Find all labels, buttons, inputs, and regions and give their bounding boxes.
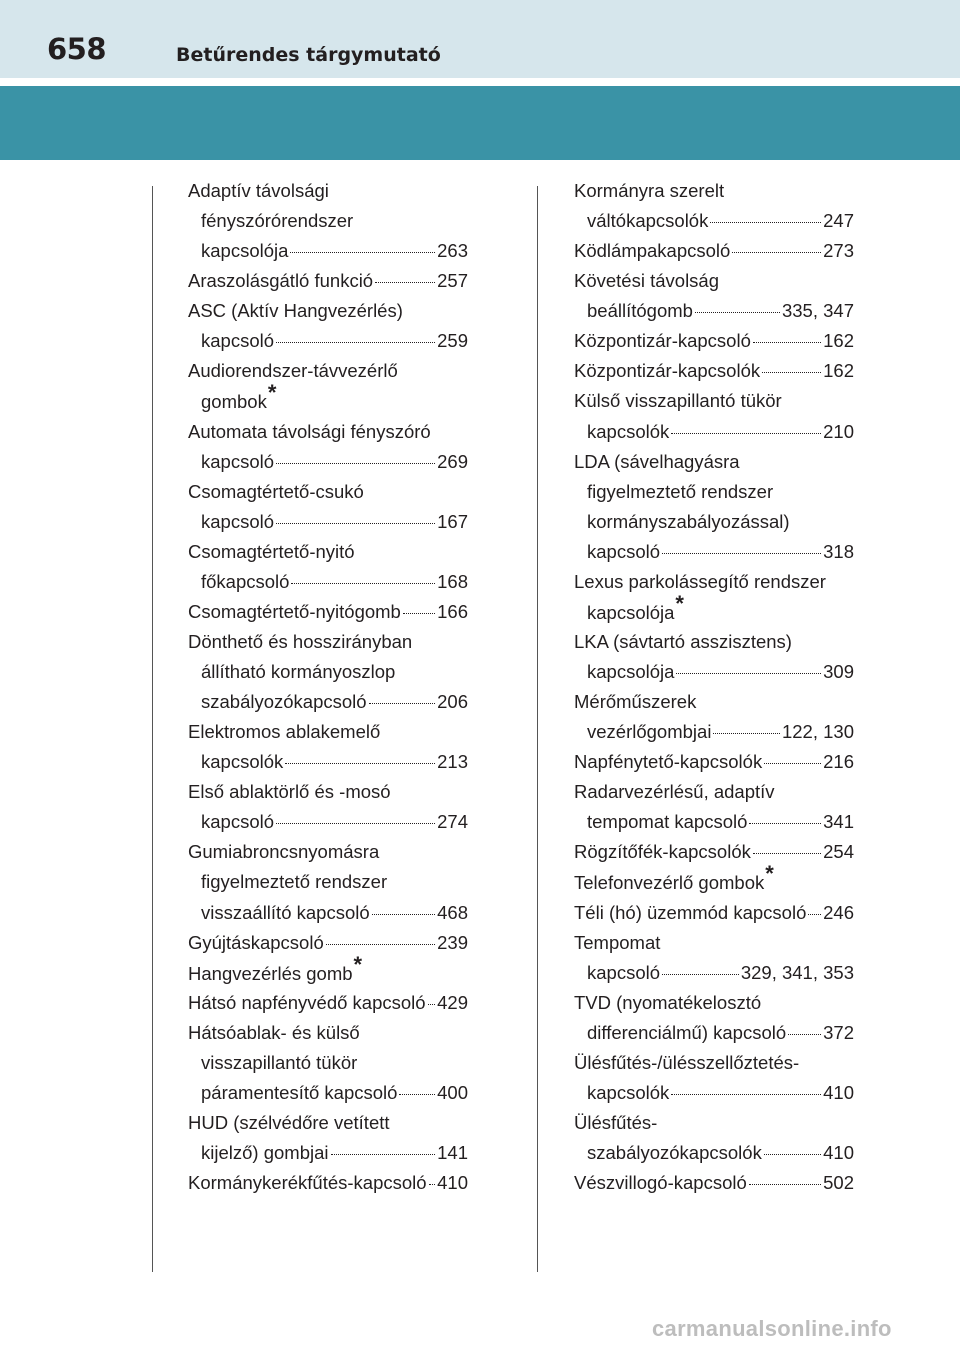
index-entry-line	[188, 206, 468, 236]
index-page-reference: 468	[437, 901, 468, 923]
index-entry-text: Audiorendszer-távvezérlő	[188, 360, 398, 382]
index-entry-line	[574, 1138, 854, 1168]
index-page-reference: 429	[437, 991, 468, 1013]
index-entry-line	[574, 206, 854, 236]
index-entry-line	[188, 657, 468, 687]
index-entry-line	[574, 356, 854, 386]
index-page-reference: 502	[823, 1172, 854, 1194]
index-entry-line	[574, 898, 854, 928]
index-page-reference: 329, 341, 353	[740, 961, 854, 983]
index-entry-line	[574, 417, 854, 447]
index-entry-line	[574, 717, 854, 747]
index-entry-line	[188, 867, 468, 897]
dot-leader	[276, 523, 435, 524]
asterisk-note-icon: *	[765, 861, 774, 887]
index-entry-text: Lexus parkolássegítő rendszer	[574, 570, 826, 592]
index-column-right	[574, 176, 854, 1198]
index-entry-text: Hátsóablak- és külső	[188, 1021, 360, 1043]
index-entry-text: kapcsoló	[201, 330, 275, 352]
index-page-reference: 309	[823, 661, 854, 682]
index-entry-text: LKA (sávtartó asszisztens)	[574, 630, 792, 652]
dot-leader	[676, 673, 821, 674]
index-entry-line	[188, 507, 468, 537]
index-entry-text: Kormánykerékfűtés-kapcsoló	[188, 1172, 427, 1194]
dot-leader	[713, 733, 780, 734]
index-entry-line	[574, 326, 854, 356]
dot-leader	[671, 433, 821, 434]
index-entry-text: visszapillantó tükör	[201, 1051, 358, 1073]
index-page-reference: 257	[437, 270, 468, 292]
index-entry-line	[574, 236, 854, 266]
index-page-reference: 410	[437, 1172, 468, 1194]
index-entry-line	[188, 777, 468, 807]
index-entry-line	[188, 567, 468, 597]
index-entry-text: Ülésfűtés-	[574, 1111, 658, 1133]
index-entry-text: váltókapcsolók	[587, 210, 709, 232]
index-entry-line	[574, 507, 854, 537]
index-entry-line	[188, 380, 468, 416]
index-entry-text: Araszolásgátló funkció	[188, 270, 374, 292]
index-entry-line	[574, 807, 854, 837]
index-page-reference: 247	[823, 210, 854, 232]
index-page-reference: 254	[823, 841, 854, 863]
index-entry-line	[574, 477, 854, 507]
index-entry-line	[188, 627, 468, 657]
index-entry-text: kapcsoló	[201, 811, 275, 833]
index-entry-text: HUD (szélvédőre vetített	[188, 1111, 390, 1133]
index-entry-line	[188, 717, 468, 747]
index-entry-line	[574, 1048, 854, 1078]
dot-leader	[276, 342, 435, 343]
index-entry-line	[188, 928, 468, 958]
left-column-rule	[152, 186, 153, 1272]
index-entry-text: visszaállító kapcsoló	[201, 901, 370, 923]
index-entry-line	[188, 1048, 468, 1078]
index-entry-line	[574, 447, 854, 477]
index-entry-text: Gumiabroncsnyomásra	[188, 841, 380, 863]
index-page-reference: 210	[823, 420, 854, 442]
dot-leader	[331, 1154, 436, 1155]
index-entry-line	[574, 687, 854, 717]
index-entry-text: kapcsoló	[587, 961, 661, 983]
index-page-reference: 274	[437, 811, 468, 833]
index-entry-line	[574, 590, 854, 627]
index-entry-text: Csomagtértető-nyitógomb	[188, 600, 401, 622]
index-entry-line	[188, 1078, 468, 1108]
header-color-band	[0, 86, 960, 160]
index-entry-text: Követési távolság	[574, 270, 720, 292]
index-page-reference: 239	[437, 931, 468, 953]
index-entry-line	[188, 1168, 468, 1198]
index-entry-text: kapcsolója	[587, 661, 675, 682]
index-entry-text: Automata távolsági fényszóró	[188, 420, 431, 442]
index-entry-line	[188, 1138, 468, 1168]
dot-leader	[753, 853, 821, 854]
index-entry-line	[188, 266, 468, 296]
index-entry-line	[188, 296, 468, 326]
index-entry-text: kapcsoló	[201, 450, 275, 472]
header-top-band	[0, 0, 960, 78]
dot-leader	[326, 944, 435, 945]
index-entry-line	[188, 951, 468, 988]
index-entry-line	[574, 837, 854, 867]
index-entry-text: Első ablaktörlő és -mosó	[188, 781, 391, 803]
index-page-reference: 400	[437, 1081, 468, 1103]
index-page-reference: 410	[823, 1142, 854, 1163]
index-entry-line	[188, 236, 468, 266]
index-page-reference: 167	[437, 510, 468, 532]
index-entry-text: Ülésfűtés-/ülésszellőztetés-	[574, 1051, 800, 1073]
index-entry-text: Központizár-kapcsoló	[574, 330, 751, 352]
index-entry-line	[188, 747, 468, 777]
watermark: carmanualsonline.info	[652, 1316, 892, 1341]
index-page-reference: 162	[823, 330, 854, 352]
index-entry-line	[188, 687, 468, 717]
index-entry-line	[574, 537, 854, 567]
index-page-reference: 335, 347	[781, 300, 854, 322]
index-entry-text: Elektromos ablakemelő	[188, 721, 381, 743]
dot-leader	[372, 914, 435, 915]
index-entry-text: Napfénytető-kapcsolók	[574, 751, 763, 773]
dot-leader	[764, 1154, 821, 1155]
index-page-reference: 410	[823, 1081, 854, 1103]
index-entry-text: TVD (nyomatékelosztó	[574, 991, 762, 1013]
index-entry-line	[188, 356, 468, 386]
index-entry-text: Központizár-kapcsolók	[574, 360, 761, 382]
index-entry-line	[188, 176, 468, 206]
dot-leader	[276, 823, 435, 824]
index-entry-line	[188, 537, 468, 567]
index-entry-text: kapcsolók	[587, 420, 670, 442]
middle-column-rule	[537, 186, 538, 1272]
index-entry-line	[188, 447, 468, 477]
index-entry-line	[188, 597, 468, 627]
dot-leader	[749, 823, 821, 824]
index-entry-text: Adaptív távolsági	[188, 180, 329, 201]
index-entry-line	[574, 657, 854, 687]
dot-leader	[662, 553, 821, 554]
index-entry-line	[574, 861, 854, 897]
dot-leader	[291, 583, 435, 584]
index-entry-text: figyelmeztető rendszer	[201, 871, 388, 893]
dot-leader	[403, 613, 435, 614]
asterisk-note-icon: *	[675, 590, 684, 616]
index-page-reference: 213	[437, 751, 468, 773]
index-entry-text: állítható kormányoszlop	[201, 661, 396, 682]
index-entry-text: gombok	[201, 391, 267, 413]
dot-leader	[695, 312, 780, 313]
index-entry-line	[188, 898, 468, 928]
index-entry-text: Ködlámpakapcsoló	[574, 240, 731, 262]
index-entry-text: Dönthető és hosszirányban	[188, 630, 413, 652]
index-page-reference: 206	[437, 691, 468, 713]
index-entry-line	[574, 958, 854, 988]
index-entry-line	[574, 266, 854, 296]
index-entry-text: vezérlőgombjai	[587, 721, 712, 743]
index-entry-line	[188, 1108, 468, 1138]
index-entry-line	[574, 1018, 854, 1048]
index-page-reference: 166	[437, 600, 468, 622]
index-entry-text: szabályozókapcsolók	[587, 1142, 762, 1163]
index-entry-text: Csomagtértető-csukó	[188, 480, 364, 502]
index-entry-line	[574, 386, 854, 416]
dot-leader	[276, 463, 435, 464]
index-entry-line	[574, 1078, 854, 1108]
index-entry-text: Hangvezérlés gomb	[188, 962, 353, 984]
index-entry-line	[574, 567, 854, 597]
index-entry-line	[188, 1018, 468, 1048]
index-entry-line	[188, 988, 468, 1018]
index-entry-line	[188, 807, 468, 837]
index-entry-text: Téli (hó) üzemmód kapcsoló	[574, 901, 807, 923]
index-entry-line	[574, 747, 854, 777]
dot-leader	[662, 974, 739, 975]
dot-leader	[762, 372, 821, 373]
index-entry-text: ASC (Aktív Hangvezérlés)	[188, 300, 403, 322]
index-entry-line	[574, 777, 854, 807]
index-entry-text: Tempomat	[574, 931, 661, 953]
dot-leader	[764, 763, 821, 764]
index-page-reference: 263	[437, 240, 468, 262]
index-entry-text: szabályozókapcsoló	[201, 691, 367, 713]
dot-leader	[399, 1094, 435, 1095]
dot-leader	[788, 1034, 821, 1035]
index-entry-text: beállítógomb	[587, 300, 693, 322]
index-page-reference: 269	[437, 450, 468, 472]
dot-leader	[285, 763, 435, 764]
dot-leader	[732, 252, 821, 253]
index-entry-text: Kormányra szerelt	[574, 180, 725, 201]
index-entry-text: kormányszabályozással)	[587, 510, 790, 532]
index-entry-text: kapcsolók	[587, 1081, 670, 1103]
dot-leader	[369, 703, 436, 704]
index-entry-text: Gyújtáskapcsoló	[188, 931, 324, 953]
index-entry-text: főkapcsoló	[201, 570, 290, 592]
index-entry-line	[574, 1108, 854, 1138]
page-number: 658	[47, 32, 107, 66]
index-entry-text: Radarvezérlésű, adaptív	[574, 781, 775, 803]
index-entry-text: Rögzítőfék-kapcsolók	[574, 841, 751, 863]
index-entry-text: kapcsoló	[201, 510, 275, 532]
index-entry-text: kapcsolója	[201, 240, 289, 262]
dot-leader	[710, 222, 821, 223]
index-entry-line	[574, 1168, 854, 1198]
index-page-reference: 341	[823, 811, 854, 833]
asterisk-note-icon: *	[353, 951, 363, 977]
index-page-reference: 141	[437, 1142, 468, 1163]
index-entry-text: Vészvillogó-kapcsoló	[574, 1172, 747, 1194]
dot-leader	[290, 252, 435, 253]
index-entry-line	[574, 176, 854, 206]
index-entry-line	[574, 928, 854, 958]
dot-leader	[428, 1004, 436, 1005]
index-page-reference: 246	[823, 901, 854, 923]
index-column-left	[188, 176, 468, 1198]
dot-leader	[375, 282, 435, 283]
index-entry-line	[574, 988, 854, 1018]
index-entry-line	[574, 296, 854, 326]
index-page-reference: 216	[823, 751, 854, 773]
asterisk-note-icon: *	[267, 380, 277, 406]
index-page-reference: 162	[823, 360, 854, 382]
index-page-reference: 168	[437, 570, 468, 592]
index-entry-text: Mérőműszerek	[574, 691, 697, 713]
index-entry-text: figyelmeztető rendszer	[587, 480, 774, 502]
index-entry-text: LDA (sávelhagyásra	[574, 450, 740, 472]
index-entry-text: kapcsoló	[587, 540, 661, 562]
index-page-reference: 372	[823, 1021, 854, 1043]
dot-leader	[429, 1184, 436, 1185]
index-entry-text: fényszórórendszer	[201, 210, 354, 232]
index-entry-text: Telefonvezérlő gombok	[574, 872, 765, 894]
index-entry-text: kijelző) gombjai	[201, 1142, 329, 1163]
index-entry-line	[188, 326, 468, 356]
index-entry-text: Külső visszapillantó tükör	[574, 390, 782, 412]
index-entry-line	[188, 477, 468, 507]
dot-leader	[671, 1094, 821, 1095]
index-page-reference: 259	[437, 330, 468, 352]
dot-leader	[749, 1184, 821, 1185]
index-entry-text: kapcsolók	[201, 751, 284, 773]
index-page-reference: 122, 130	[781, 721, 854, 743]
index-entry-text: tempomat kapcsoló	[587, 811, 748, 833]
page-title: Betűrendes tárgymutató	[176, 44, 441, 66]
index-entry-line	[574, 627, 854, 657]
index-entry-text: Hátsó napfényvédő kapcsoló	[188, 991, 426, 1013]
dot-leader	[808, 914, 821, 915]
index-entry-text: differenciálmű) kapcsoló	[587, 1021, 787, 1043]
dot-leader	[753, 342, 821, 343]
index-entry-text: Csomagtértető-nyitó	[188, 540, 355, 562]
index-entry-line	[188, 417, 468, 447]
index-entry-line	[188, 837, 468, 867]
index-page-reference: 318	[823, 540, 854, 562]
index-page-reference: 273	[823, 240, 854, 262]
index-entry-text: páramentesítő kapcsoló	[201, 1081, 398, 1103]
index-entry-text: kapcsolója	[587, 601, 675, 623]
